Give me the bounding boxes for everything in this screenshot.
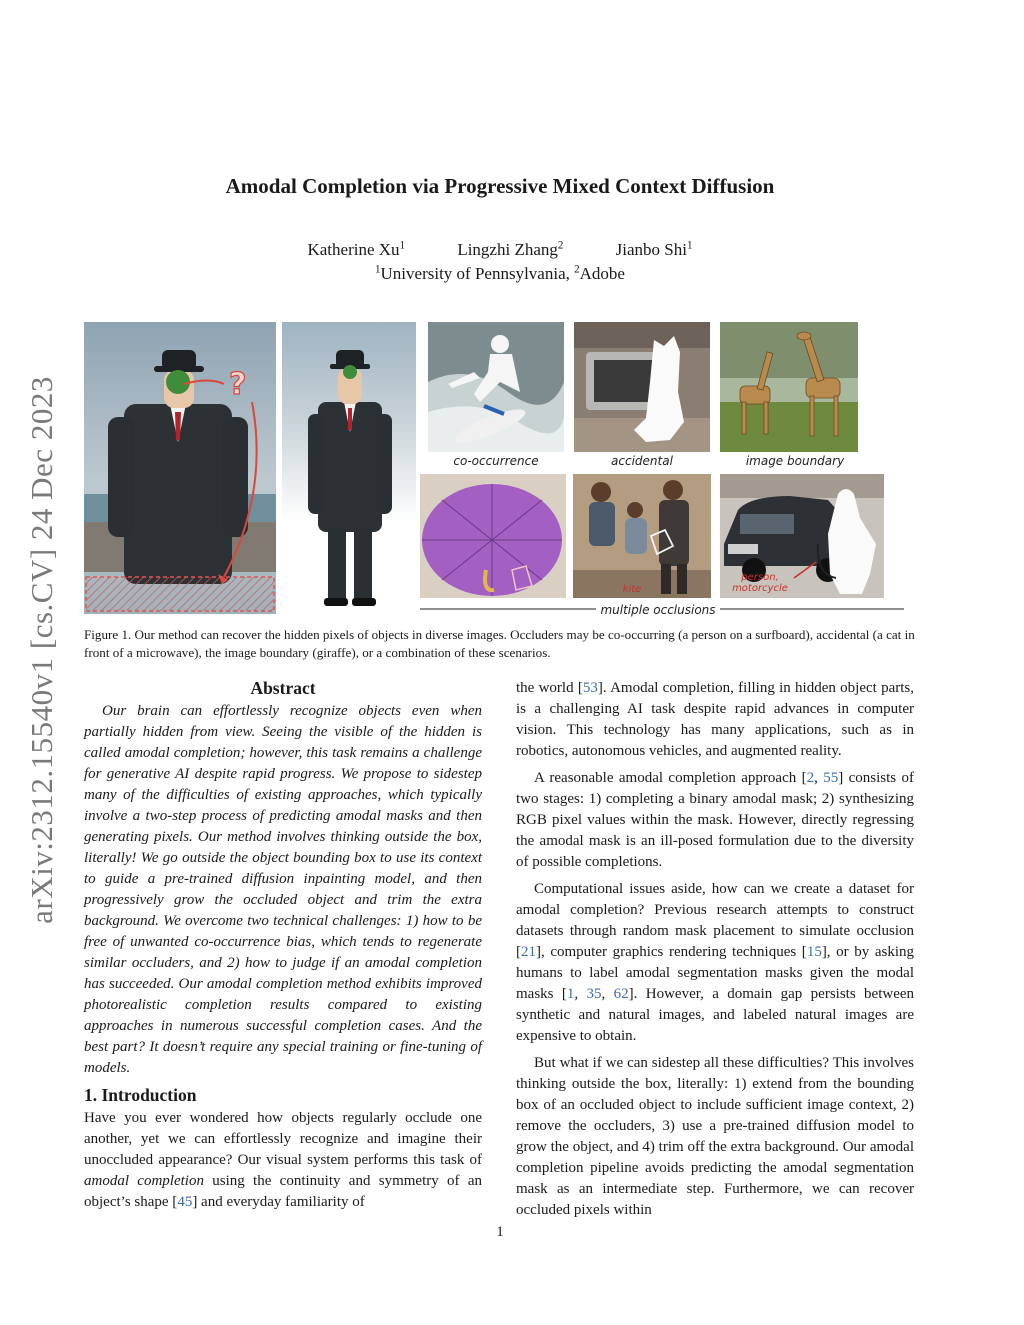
abstract-heading: Abstract	[250, 678, 316, 698]
label-image-boundary: image boundary	[745, 454, 845, 468]
label-multiple-occlusions: multiple occlusions	[600, 603, 716, 617]
page-number: 1	[496, 1224, 504, 1240]
citation-link[interactable]: 35	[586, 986, 602, 1002]
intro-paragraph: A reasonable amodal completion approach [2, 55] consists of two stages: 1) completing a binary amodal mask; 2) synthesizing RGB pixel values within the mask. However, directly regressing the amodal mask is an ill-posed formulation due to the diversity of possible completions.	[516, 770, 914, 870]
citation-link[interactable]: 2	[806, 770, 815, 786]
figure-panel-painting	[84, 322, 276, 614]
citation-link[interactable]: 53	[582, 680, 598, 696]
figure-panel-kite-boys	[573, 474, 711, 598]
citation-link[interactable]: 1	[566, 986, 575, 1002]
citation-link[interactable]: 62	[613, 986, 629, 1002]
figure-panel-surfer	[428, 322, 564, 452]
label-co-occurrence: co-occurrence	[453, 454, 539, 468]
citation-link[interactable]: 45	[177, 1194, 193, 1210]
figure-caption: Figure 1. Our method can recover the hidden pixels of objects in diverse images. Occluders may be co-occurring (a person on a surfboard), accidental (a cat in front of a microwave), the image boundary (giraffe), or a combination of these scenarios.	[84, 627, 915, 660]
figure-panel-completed-man	[282, 322, 416, 614]
figure-panel-umbrella	[420, 474, 566, 598]
arxiv-stamp: arXiv:2312.15540v1 [cs.CV] 24 Dec 2023	[24, 376, 60, 924]
figure-panel-microwave	[574, 322, 710, 452]
left-column	[84, 678, 482, 1213]
citation-link[interactable]: 15	[806, 944, 822, 960]
intro-paragraph: Have you ever wondered how objects regularly occlude one another, yet we can effortlessly recognize and imagine their unoccluded appearance? Our visual system performs this task of amodal completion using the continuity and symmetry of an object’s shape [45] and everyday familiarity of	[84, 1110, 482, 1210]
paper-title: Amodal Completion via Progressive Mixed Context Diffusion	[225, 174, 775, 198]
author: Lingzhi Zhang$^2$	[457, 239, 564, 259]
label-accidental: accidental	[611, 454, 673, 468]
right-column	[516, 678, 914, 1221]
label-kite: kite	[622, 584, 642, 595]
figure-panel-giraffes	[720, 322, 858, 452]
affiliations: $^1$University of Pennsylvania, $^2$Adobe	[375, 263, 625, 283]
intro-paragraph: the world [53]. Amodal completion, filling in hidden object parts, is a challenging AI task despite rapid advances in computer vision. This technology has many applications, such as in robotics, autonomous vehicles, and augmented reality.	[516, 680, 914, 759]
intro-paragraph: Computational issues aside, how can we create a dataset for amodal completion? Previous research attempts to construct datasets through random mask placement to simulate occlusion [21], computer graphics rendering techniques [15], or by asking humans to label amodal segmentation masks given the modal masks [1, 35, 62]. However, a domain gap persists between synthetic and natural images, and labeled natural images are expensive to obtain.	[516, 881, 915, 1044]
label-person-motorcycle: person, motorcycle	[732, 572, 788, 594]
author-list	[0, 240, 1000, 260]
author: Jianbo Shi$^1$	[615, 239, 693, 259]
citation-link[interactable]: 55	[823, 770, 839, 786]
author: Katherine Xu$^1$	[307, 239, 406, 259]
abstract-text: Our brain can effortlessly recognize objects even when partially hidden from view. Seeing the visible of the hidden is called amodal completion; however, this task remains a challenge for generative AI despite rapid progress. We propose to sidestep many of the difficulties of existing approaches, which typically involve a two-step process of predicting amodal masks and then generating pixels. Our method involves thinking outside the box, literally! We go outside the object bounding box to use its context to guide a pre-trained diffusion inpainting model, and then progressively grow the occluded object and trim the extra background. We overcome two technical challenges: 1) how to be free of unwanted co-occurrence bias, which tends to regenerate similar occluders, and 2) how to judge if an amodal completion has succeeded. Our amodal completion method exhibits improved photorealistic completion results compared to existing approaches in numerous successful completion cases. And the best part? It doesn’t require any special training or fine-tuning of models.	[84, 703, 482, 1076]
intro-paragraph: But what if we can sidestep all these difficulties? This involves thinking outside the box, literally: 1) extend from the bounding box of an occluded object to include sufficient image context, 2) remove the occluders, 3) use a pre-trained diffusion model to grow the object, and 4) trim off the extra background. Our amodal completion pipeline avoids predicting the amodal segmentation mask as an intermediate step. Furthermore, we can recover occluded pixels within	[516, 1055, 914, 1218]
introduction-heading: 1. Introduction	[84, 1085, 197, 1105]
question-mark-text: ?	[229, 367, 247, 402]
citation-link[interactable]: 21	[521, 944, 536, 960]
